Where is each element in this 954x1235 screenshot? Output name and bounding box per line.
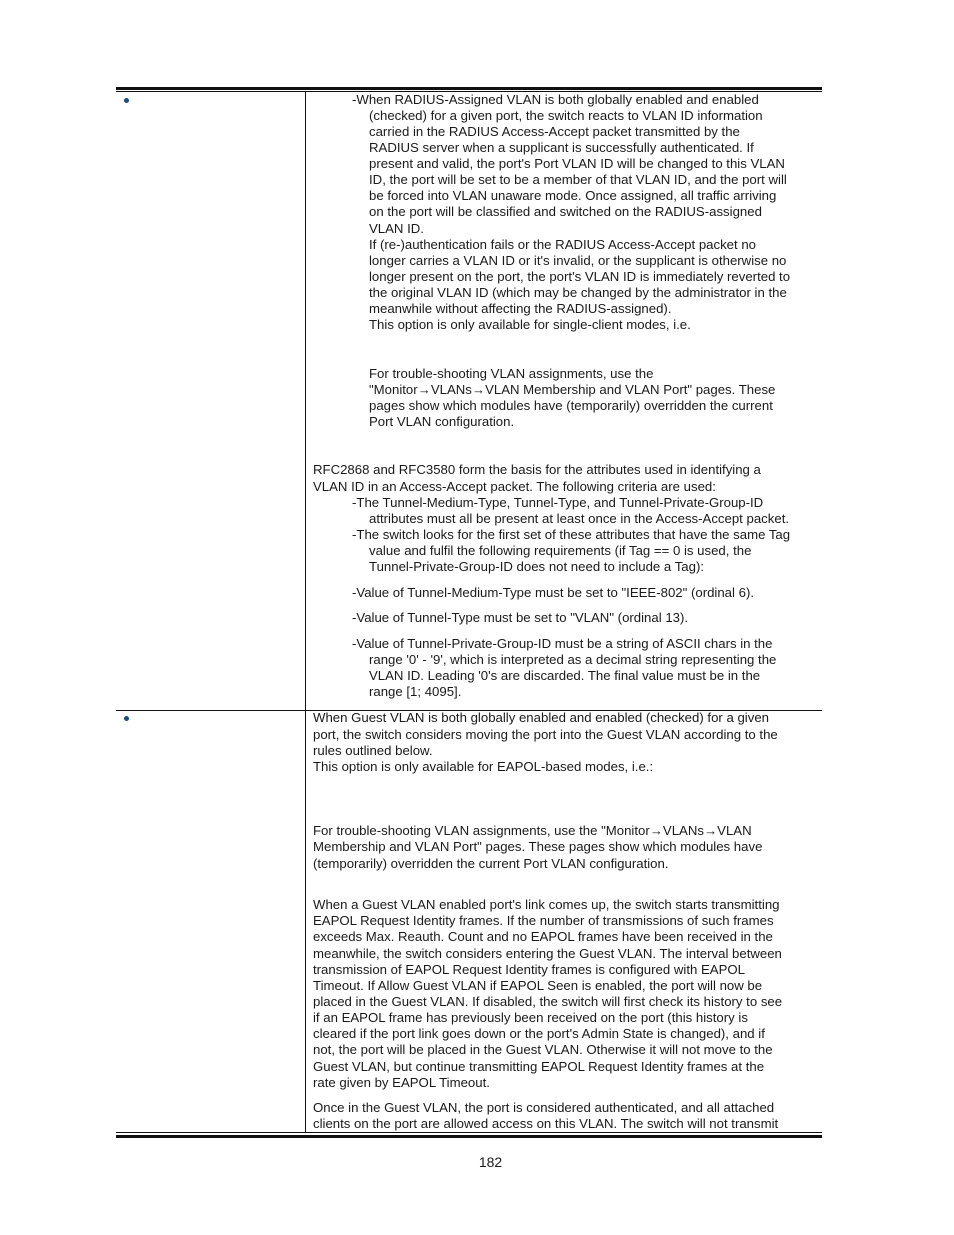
text-line: longer present on the port, the port's VLAN ID is immediately reverted to (369, 269, 791, 284)
text-line: -The Tunnel-Medium-Type, Tunnel-Type, and Tunnel-Private-Group-ID (352, 495, 764, 510)
text-line: longer carries a VLAN ID or it's invalid, or the supplicant is otherwise no (369, 253, 787, 268)
text-line: When a Guest VLAN enabled port's link comes up, the switch starts transmitting (313, 897, 780, 912)
text-line: VLAN ID in an Access-Accept packet. The following criteria are used: (313, 479, 716, 494)
text-line: When Guest VLAN is both globally enabled and enabled (checked) for a given (313, 710, 769, 725)
text-line: cleared if the port link goes down or the port's Admin State is changed), and if (313, 1026, 765, 1041)
text-line: (temporarily) overridden the current Port VLAN configuration. (313, 856, 669, 871)
text-line: transmission of EAPOL Request Identity frames is configured with EAPOL (313, 962, 745, 977)
text-line: -The switch looks for the first set of these attributes that have the same Tag (352, 527, 791, 542)
text-line: Once in the Guest VLAN, the port is considered authenticated, and all attached (313, 1100, 775, 1115)
text-line: meanwhile, the switch considers entering the Guest VLAN. The interval between (313, 946, 782, 961)
text-line: range [1; 4095]. (369, 684, 462, 699)
text-line: Membership and VLAN Port" pages. These pages show which modules have (313, 839, 763, 854)
text-line: port, the switch considers moving the port into the Guest VLAN according to the (313, 727, 778, 742)
text-line: pages show which modules have (temporarily) overridden the current (369, 398, 773, 413)
text-line: rules outlined below. (313, 743, 433, 758)
page-number: 182 (478, 1154, 503, 1170)
table-bottom-rule-inner (116, 1132, 822, 1133)
table-bottom-rule (116, 1135, 822, 1138)
text-line: RFC2868 and RFC3580 form the basis for the attributes used in identifying a (313, 462, 761, 477)
text-line: -Value of Tunnel-Private-Group-ID must be a string of ASCII chars in the (352, 636, 773, 651)
text-line: If (re-)authentication fails or the RADIUS Access-Accept packet no (369, 237, 757, 252)
text-line: rate given by EAPOL Timeout. (313, 1075, 490, 1090)
text-line: This option is only available for single-client modes, i.e. (369, 317, 691, 332)
text-line: -When RADIUS-Assigned VLAN is both globally enabled and enabled (352, 92, 759, 107)
column-divider (305, 92, 306, 1132)
text-line: range '0' - '9', which is interpreted as a decimal string representing the (369, 652, 777, 667)
text-line: on the port will be classified and switched on the RADIUS-assigned (369, 204, 762, 219)
text-line: "Monitor→VLANs→VLAN Membership and VLAN Port" pages. These (369, 382, 776, 397)
table-top-rule (116, 87, 822, 90)
text-line: placed in the Guest VLAN. If disabled, the switch will first check its history to see (313, 994, 783, 1009)
text-line: Port VLAN configuration. (369, 414, 515, 429)
text-line: present and valid, the port's Port VLAN ID will be changed to this VLAN (369, 156, 785, 171)
text-line: -Value of Tunnel-Medium-Type must be set to "IEEE-802" (ordinal 6). (352, 585, 754, 600)
text-line: meanwhile without affecting the RADIUS-assigned). (369, 301, 672, 316)
text-line: exceeds Max. Reauth. Count and no EAPOL frames have been received in the (313, 929, 773, 944)
text-line: EAPOL Request Identity frames. If the number of transmissions of such frames (313, 913, 774, 928)
text-line: RADIUS server when a supplicant is successfully authenticated. If (369, 140, 754, 155)
text-line: For trouble-shooting VLAN assignments, use the "Monitor→VLANs→VLAN (313, 823, 752, 838)
text-line: Timeout. If Allow Guest VLAN if EAPOL Seen is enabled, the port will now be (313, 978, 763, 993)
bullet-icon (124, 716, 129, 721)
text-line: attributes must all be present at least once in the Access-Accept packet. (369, 511, 790, 526)
bullet-icon (124, 98, 129, 103)
text-line: For trouble-shooting VLAN assignments, use the (369, 366, 654, 381)
text-line: ID, the port will be set to be a member of that VLAN ID, and the port will (369, 172, 787, 187)
text-line: the original VLAN ID (which may be changed by the administrator in the (369, 285, 787, 300)
text-line: VLAN ID. (369, 221, 424, 236)
text-line: Tunnel-Private-Group-ID does not need to include a Tag): (369, 559, 705, 574)
text-line: (checked) for a given port, the switch reacts to VLAN ID information (369, 108, 763, 123)
text-line: value and fulfil the following requirements (if Tag == 0 is used, the (369, 543, 752, 558)
text-line: clients on the port are allowed access on this VLAN. The switch will not transmit (313, 1116, 779, 1131)
text-line: Guest VLAN, but continue transmitting EAPOL Request Identity frames at the (313, 1059, 765, 1074)
text-line: carried in the RADIUS Access-Accept packet transmitted by the (369, 124, 740, 139)
text-line: -Value of Tunnel-Type must be set to "VLAN" (ordinal 13). (352, 610, 689, 625)
text-line: if an EAPOL frame has previously been received on the port (this history is (313, 1010, 748, 1025)
text-line: not, the port will be placed in the Guest VLAN. Otherwise it will not move to the (313, 1042, 773, 1057)
text-line: This option is only available for EAPOL-based modes, i.e.: (313, 759, 654, 774)
text-line: be forced into VLAN unaware mode. Once assigned, all traffic arriving (369, 188, 777, 203)
text-line: VLAN ID. Leading '0's are discarded. The final value must be in the (369, 668, 761, 683)
